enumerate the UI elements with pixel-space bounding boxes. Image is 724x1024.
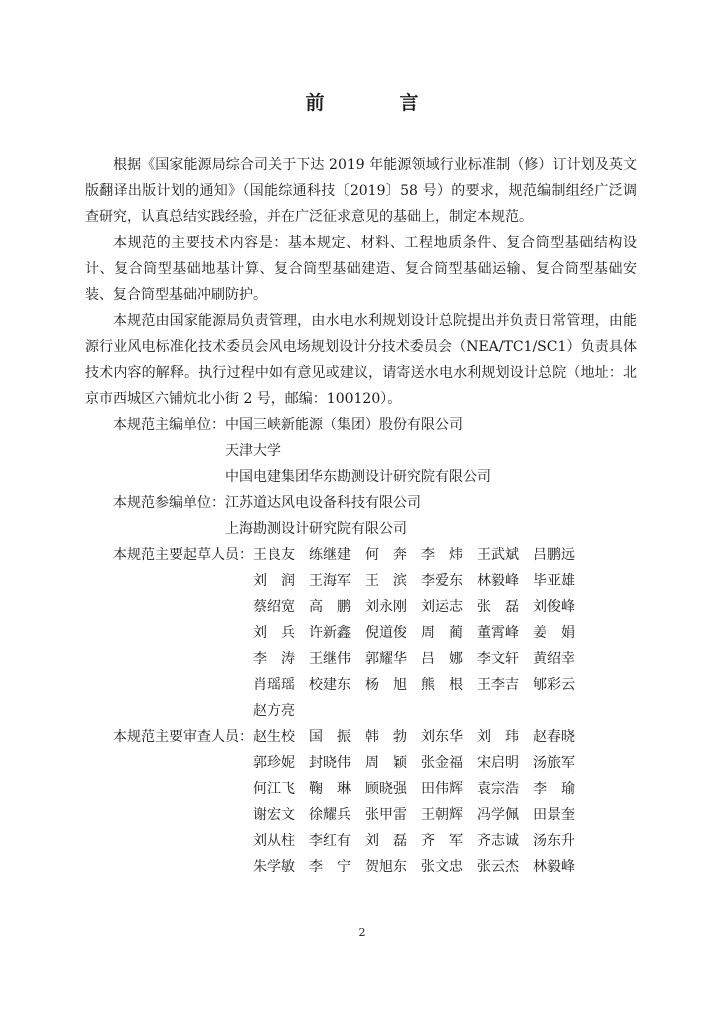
participating-editor-unit: 江苏道达风电设备科技有限公司 [225,495,421,511]
chief-editor-label: 本规范主编单位： [113,417,225,433]
participating-editor-label: 本规范参编单位： [113,495,225,511]
page-number: 2 [358,926,366,939]
paragraph-contents: 本规范的主要技术内容是：基本规定、材料、工程地质条件、复合筒型基础结构设计、复合筒型基础地基计算、复合筒型基础建造、复合筒型基础运输、复合筒型基础安装、复合筒型基础冲刷防护。 [85,235,637,303]
chief-editor-unit: 中国三峡新能源（集团）股份有限公司 [225,417,463,433]
participating-editor-unit: 上海勘测设计研究院有限公司 [225,521,407,537]
paragraph-basis: 根据《国家能源局综合司关于下达 2019 年能源领域行业标准制（修）订计划及英文版翻译出版计划的通知》（国能综通科技〔2019〕58 号）的要求，规范编制组经广泛调查研究，认真总结实践经验，并在广泛征求意见的基础上，制定本规范。 [85,157,637,225]
drafters-line: 李 涛 王继伟 郭耀华 吕 娜 李文轩 黄绍幸 [253,651,575,667]
preface-body [85,152,637,880]
chief-editor-unit: 中国电建集团华东勘测设计研究院有限公司 [225,469,491,485]
drafters-line: 赵方亮 [253,703,295,719]
reviewers-label: 本规范主要审查人员： [113,729,253,745]
reviewers-list [113,724,637,880]
chief-editor-unit: 天津大学 [225,443,281,459]
drafters-line: 蔡绍宽 高 鹏 刘永刚 刘运志 张 磊 刘俊峰 [253,599,575,615]
reviewers-line: 郭珍妮 封晓伟 周 颖 张金福 宋启明 汤旅军 [253,755,575,771]
chief-editor-units [113,412,637,490]
participating-editor-units [113,490,637,542]
reviewers-line: 朱学敏 李 宁 贺旭东 张文忠 张云杰 林毅峰 [253,859,575,875]
drafters-line: 肖瑶瑶 校建东 杨 旭 熊 根 王李吉 郇彩云 [253,677,575,693]
drafters-label: 本规范主要起草人员： [113,547,253,563]
paragraph-management: 本规范由国家能源局负责管理，由水电水利规划设计总院提出并负责日常管理，由能源行业风电标准化技术委员会风电场规划设计分技术委员会（NEA/TC1/SC1）负责具体技术内容的解释。执行过程中如有意见或建议，请寄送水电水利规划设计总院（地址：北京市西城区六铺炕北小街 2 号，邮编：100120）。 [85,313,637,407]
reviewers-line: 何江飞 鞠 琳 顾晓强 田伟辉 袁宗浩 李 瑜 [253,781,575,797]
reviewers-line: 刘从柱 李红有 刘 磊 齐 军 齐志诚 汤东升 [253,833,575,849]
drafters-line: 刘 润 王海军 王 滨 李爱东 林毅峰 毕亚雄 [253,573,575,589]
page-title: 前 言 [305,92,447,114]
drafters-line: 王良友 练继建 何 奔 李 炜 王武斌 吕鹏远 [253,547,575,563]
reviewers-line: 赵生校 国 振 韩 勃 刘东华 刘 玮 赵春晓 [253,729,575,745]
reviewers-line: 谢宏文 徐耀兵 张甲雷 王朝辉 冯学佩 田景奎 [253,807,575,823]
drafters-line: 刘 兵 许新鑫 倪道俊 周 蔺 董霄峰 姜 娟 [253,625,575,641]
drafters-list [113,542,637,724]
